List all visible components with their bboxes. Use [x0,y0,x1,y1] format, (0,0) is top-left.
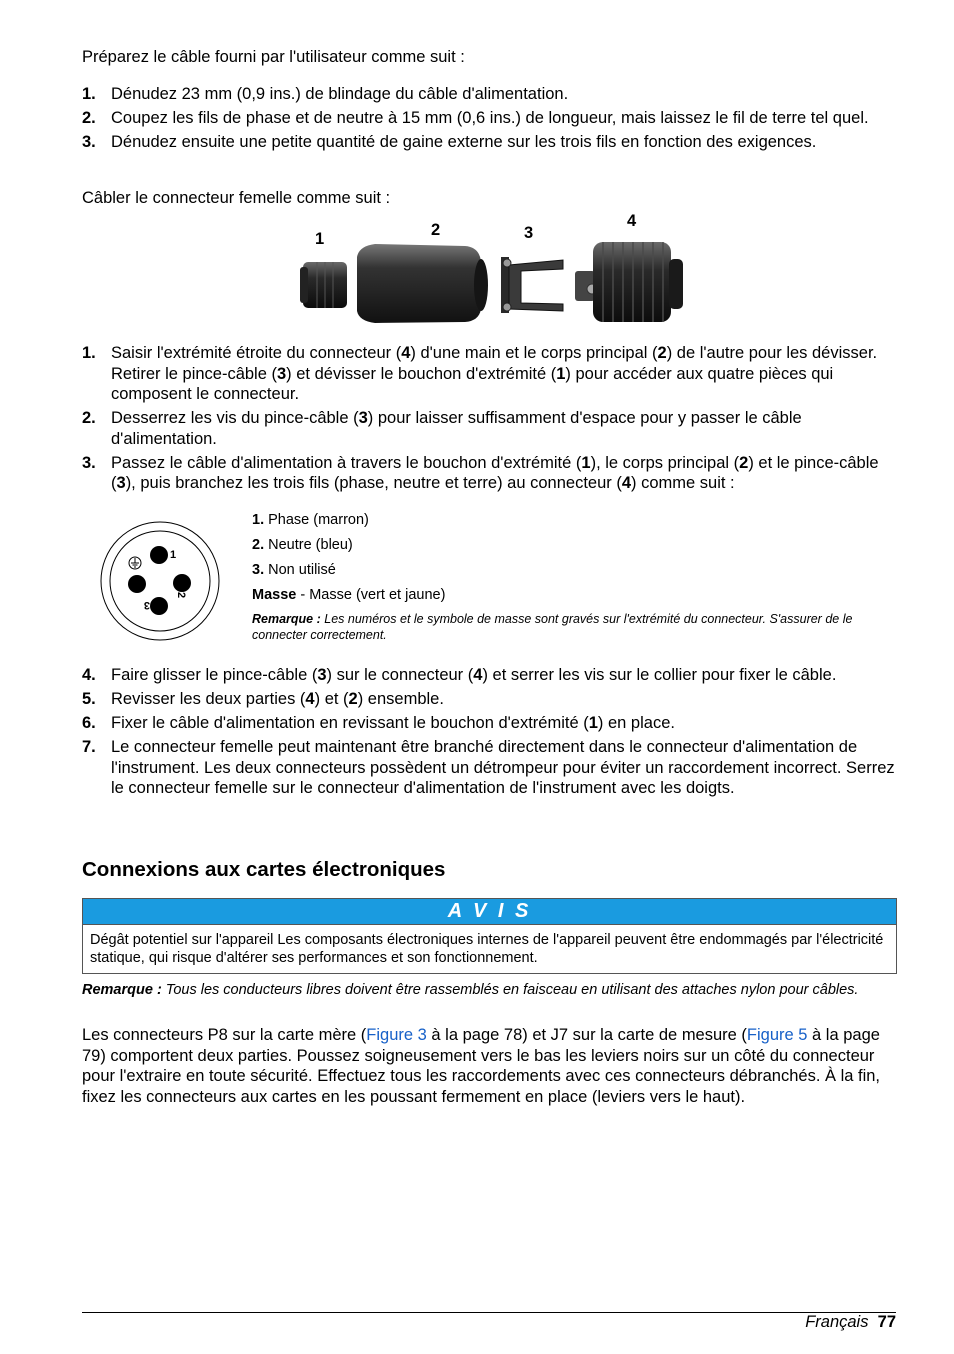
pin-3 [150,597,168,615]
footer-divider [82,1312,896,1313]
prep-steps [82,84,902,156]
connector-parts-figure [295,205,685,330]
list-item [82,665,902,686]
cable-clamp-part [501,257,563,313]
pin-2 [173,574,191,592]
step-text: Dénudez 23 mm (0,9 ins.) de blindage du câble d'alimentation. [111,85,569,103]
pinout-diagram [99,520,221,642]
wiring-steps-a [82,343,902,497]
legend-item: Masse - Masse (vert et jaune) [252,587,446,603]
step-number: 3. [82,133,96,151]
pinout-legend [252,511,892,643]
step-number: 5. [82,690,96,708]
connector-part [575,242,683,322]
page-number: 77 [877,1313,896,1331]
list-item [82,689,902,710]
main-body-part [357,244,488,323]
figure-label-2: 2 [431,221,441,239]
section-heading: Connexions aux cartes électroniques [82,858,446,881]
list-item [82,453,902,494]
pin-1 [150,546,168,564]
step-text: Fixer le câble d'alimentation en revissant le bouchon d'extrémité (1) en place. [111,714,675,732]
list-item [82,408,902,449]
footer-language: Français [805,1313,869,1331]
step-text: Passez le câble d'alimentation à travers le bouchon d'extrémité (1), le corps principal (2) et le pince-câble (3), puis branchez les trois fils (phase, neutre et terre) au connecteur (4) comme suit : [111,453,879,492]
step-text: Saisir l'extrémité étroite du connecteur (4) d'une main et le corps principal (2) de l'autre pour les dévisser. Retirer le pince-câble (3) et dévisser le bouchon d'extrémité (1) pour accéder aux quatre pièces qui composent le connecteur. [111,344,878,403]
step-text: Desserrez les vis du pince-câble (3) pour laisser suffisamment d'espace pour y passer le câble d'alimentation. [111,409,802,448]
figure-label-4: 4 [627,212,637,230]
list-item [82,713,902,734]
figure-3-link[interactable]: Figure 3 [366,1026,427,1044]
end-cap-part [300,262,347,308]
step-text: Dénudez ensuite une petite quantité de gaine externe sur les trois fils en fonction des exigences. [111,133,817,151]
step-number: 1. [82,344,96,362]
figure-label-3: 3 [524,224,534,242]
step-number: 1. [82,85,96,103]
intro-text: Préparez le câble fourni par l'utilisateur comme suit : [82,48,465,66]
pinout-note: Remarque : Les numéros et le symbole de masse sont gravés sur l'extrémité du connecteur. S'assurer de le connecter correctement. [252,612,853,642]
final-paragraph: Les connecteurs P8 sur la carte mère (Figure 3 à la page 78) et J7 sur la carte de mesure (Figure 5 à la page 79) comportent deux parties. Poussez soigneusement vers le bas les leviers noirs sur un côté du connecteur pour l'extraire en toute sécurité. Effectuez tous les raccordements avec ces connecteurs débranchés. À la fin, fixez les connecteurs aux cartes en les poussant fermement en place (leviers vers le haut). [82,1026,881,1106]
step-number: 2. [82,409,96,427]
step-number: 3. [82,453,96,472]
list-item [82,84,902,105]
list-item [82,132,902,153]
step-text: Revisser les deux parties (4) et (2) ensemble. [111,690,444,708]
notice-title: A V I S [83,899,896,925]
connector-parts-image [295,205,685,330]
step-text: Le connecteur femelle peut maintenant être branché directement dans le connecteur d'alimentation de l'instrument. Les deux connecteurs possèdent un détrompeur pour éviter un raccordement incorrect. Serrez le connecteur femelle sur le connecteur d'alimentation de l'instrument avec les doigts. [111,738,895,797]
pin-ground [128,575,146,593]
list-item [82,108,902,129]
pin-label-3: 3 [143,599,150,611]
notice-body: Dégât potentiel sur l'appareil Les composants électroniques internes de l'appareil peuvent être endommagés par l'électricité statique, qui risque d'altérer ses performances et son fonctionnement. [90,932,884,966]
ground-symbol-icon [129,557,141,569]
pin-label-2: 2 [175,592,187,599]
cable-intro-text: Câbler le connecteur femelle comme suit : [82,189,391,207]
list-item [82,737,902,799]
legend-item: 2. Neutre (bleu) [252,537,353,553]
wiring-steps-b [82,665,902,802]
figure-5-link[interactable]: Figure 5 [746,1026,808,1044]
legend-item: 3. Non utilisé [252,562,336,578]
pin-label-1: 1 [170,549,177,561]
step-number: 4. [82,666,96,684]
legend-item: 1. Phase (marron) [252,512,369,528]
step-number: 2. [82,109,96,127]
step-number: 6. [82,714,96,732]
page-footer [805,1313,896,1332]
figure-label-1: 1 [315,230,325,248]
remark: Remarque : Tous les conducteurs libres doivent être rassemblés en faisceau en utilisant des attaches nylon pour câbles. [82,982,859,998]
step-text: Coupez les fils de phase et de neutre à 15 mm (0,6 ins.) de longueur, mais laissez le fil de terre tel quel. [111,109,869,127]
notice-box [82,898,897,974]
list-item [82,343,902,405]
step-text: Faire glisser le pince-câble (3) sur le connecteur (4) et serrer les vis sur le collier pour fixer le câble. [111,666,837,684]
step-number: 7. [82,738,96,756]
